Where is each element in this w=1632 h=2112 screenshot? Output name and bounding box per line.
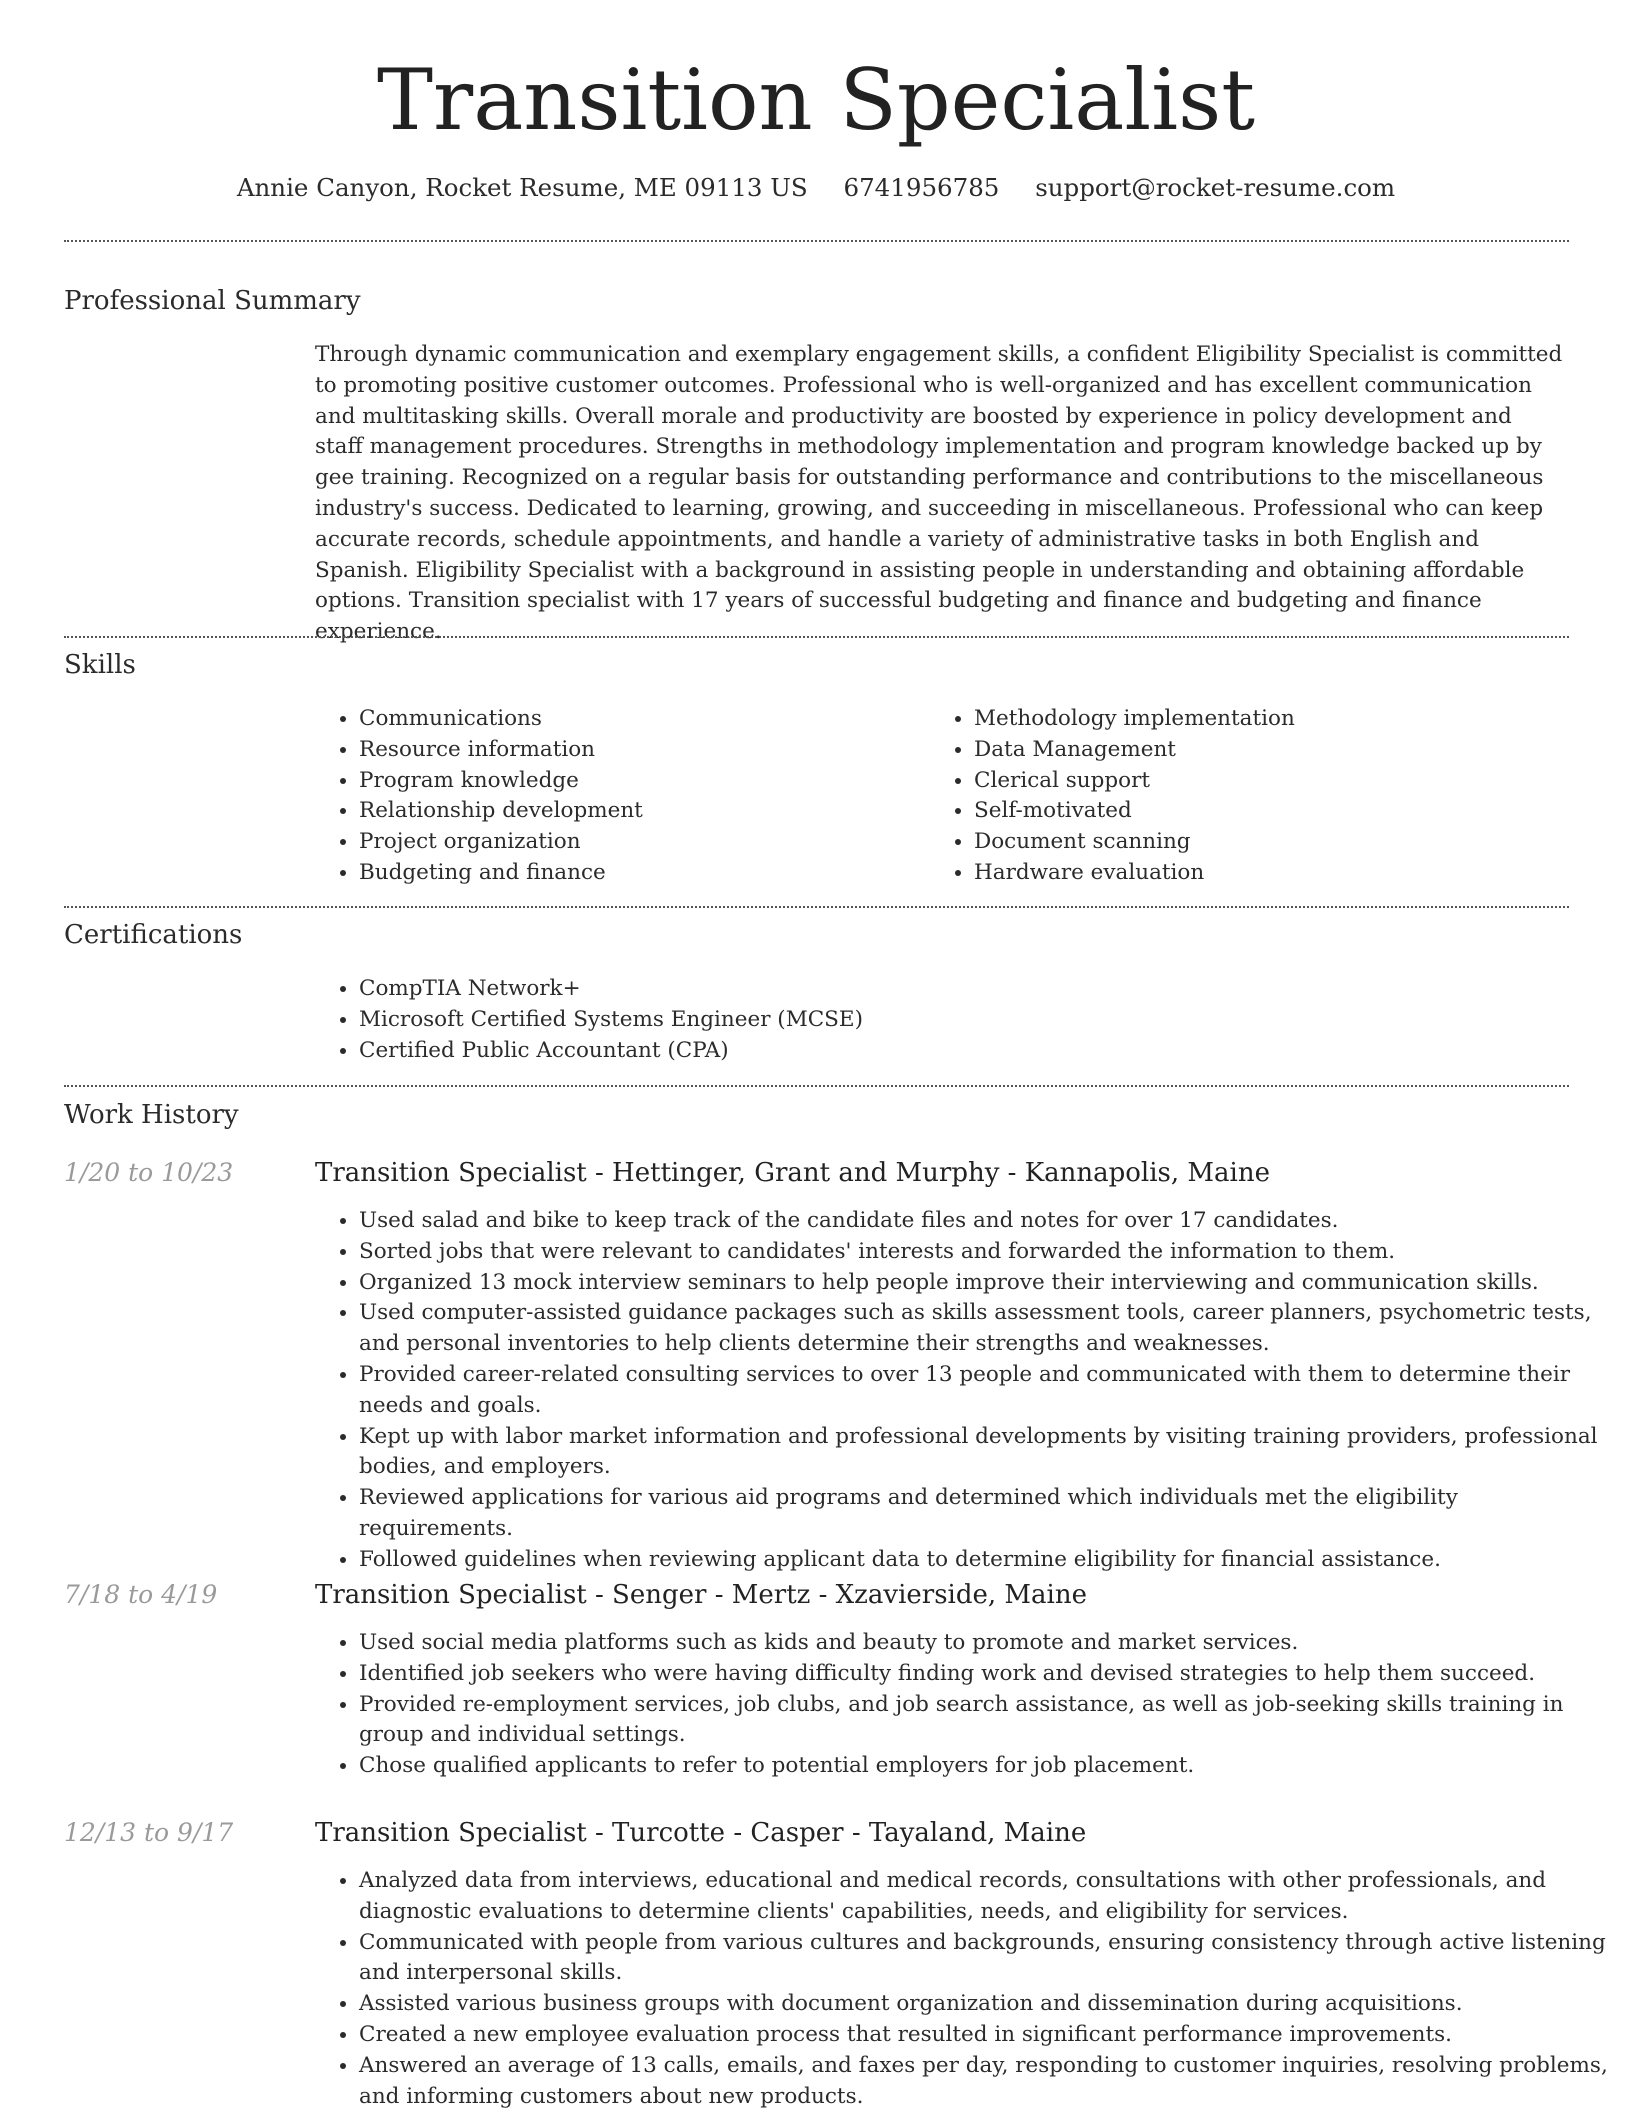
divider [64,906,1569,908]
job-title: Transition Specialist - Senger - Mertz - Xzavierside, Maine [315,1580,1087,1610]
job-bullets [315,1628,1609,1782]
job-dates: 1/20 to 10/23 [64,1158,234,1187]
contact-line [0,170,1632,206]
list-item: • Self-motivated [974,796,1574,827]
list-item: • Created a new employee evaluation process that resulted in significant performance improvements. [359,2020,1609,2051]
list-item: • Relationship development [359,796,919,827]
list-item: • Chose qualified applicants to refer to potential employers for job placement. [359,1751,1609,1782]
list-item: • Used social media platforms such as kids and beauty to promote and market services. [359,1628,1609,1659]
list-item: • Assisted various business groups with document organization and dissemination during acquisitions. [359,1989,1609,2020]
list-item: • Communicated with people from various cultures and backgrounds, ensuring consistency through active listening and interpersonal skills. [359,1928,1609,1990]
divider [64,240,1569,242]
list-item: • Data Management [974,735,1574,766]
job-bullets [315,1206,1609,1576]
skills-list-left [315,704,919,889]
list-item: • Used salad and bike to keep track of the candidate files and notes for over 17 candidates. [359,1206,1609,1237]
list-item: • Sorted jobs that were relevant to candidates' interests and forwarded the information to them. [359,1237,1609,1268]
certifications-list [315,974,1609,1066]
list-item: • Identified job seekers who were having difficulty finding work and devised strategies to help them succeed. [359,1659,1609,1690]
list-item: • Clerical support [974,766,1574,797]
list-item: • Provided re-employment services, job clubs, and job search assistance, as well as job-seeking skills training in group and individual settings. [359,1690,1609,1752]
list-item: • Answered an average of 13 calls, emails, and faxes per day, responding to customer inquiries, resolving problems, and informing customers about new products. [359,2051,1609,2112]
work-history-heading: Work History [64,1100,239,1130]
summary-text: Through dynamic communication and exemplary engagement skills, a confident Eligibility Specialist is committed to promoting positive customer outcomes. Professional who is well-organized and has excellent communication and multitasking skills. Overall morale and productivity are boosted by experience in policy development and staff management procedures. Strengths in methodology implementation and program knowledge backed up by gee training. Recognized on a regular basis for outstanding performance and contributions to the miscellaneous industry's success. Dedicated to learning, growing, and succeeding in miscellaneous. Professional who can keep accurate records, schedule appointments, and handle a variety of administrative tasks in both English and Spanish. Eligibility Specialist with a background in assisting people in understanding and obtaining affordable options. Transition specialist with 17 years of successful budgeting and finance and budgeting and finance experience. [315,342,1563,645]
list-item: • Program knowledge [359,766,919,797]
resume-title: Transition Specialist [377,51,1255,149]
divider [64,636,1569,638]
certifications-heading: Certifications [64,920,243,950]
skills-list-right [930,704,1574,889]
job-dates: 12/13 to 9/17 [64,1818,234,1847]
list-item: • Budgeting and finance [359,858,919,889]
list-item: • CompTIA Network+ [359,974,1609,1005]
list-item: • Analyzed data from interviews, educational and medical records, consultations with other professionals, and diagnostic evaluations to determine clients' capabilities, needs, and eligibility for services. [359,1866,1609,1928]
skills-heading: Skills [64,650,136,680]
list-item: • Followed guidelines when reviewing applicant data to determine eligibility for financial assistance. [359,1545,1609,1576]
list-item: • Project organization [359,827,919,858]
divider [64,1085,1569,1087]
list-item: • Microsoft Certified Systems Engineer (MCSE) [359,1005,1609,1036]
contact-email: support@rocket-resume.com [1035,173,1396,202]
job-title: Transition Specialist - Hettinger, Grant and Murphy - Kannapolis, Maine [315,1158,1270,1188]
list-item: • Used computer-assisted guidance packages such as skills assessment tools, career planners, psychometric tests, and personal inventories to help clients determine their strengths and weaknesses. [359,1298,1609,1360]
list-item: • Document scanning [974,827,1574,858]
job-dates: 7/18 to 4/19 [64,1580,218,1609]
contact-phone: 6741956785 [843,173,1000,202]
list-item: • Hardware evaluation [974,858,1574,889]
job-bullets [315,1866,1609,2112]
list-item: • Provided career-related consulting services to over 13 people and communicated with them to determine their needs and goals. [359,1360,1609,1422]
list-item: • Methodology implementation [974,704,1574,735]
list-item: • Communications [359,704,919,735]
job-title: Transition Specialist - Turcotte - Casper - Tayaland, Maine [315,1818,1087,1848]
list-item: • Kept up with labor market information and professional developments by visiting training providers, professional bodies, and employers. [359,1422,1609,1484]
summary-heading: Professional Summary [64,286,361,316]
list-item: • Resource information [359,735,919,766]
contact-address: Annie Canyon, Rocket Resume, ME 09113 US [236,173,808,202]
list-item: • Reviewed applications for various aid programs and determined which individuals met the eligibility requirements. [359,1483,1609,1545]
list-item: • Certified Public Accountant (CPA) [359,1036,1609,1067]
list-item: • Organized 13 mock interview seminars to help people improve their interviewing and communication skills. [359,1268,1609,1299]
